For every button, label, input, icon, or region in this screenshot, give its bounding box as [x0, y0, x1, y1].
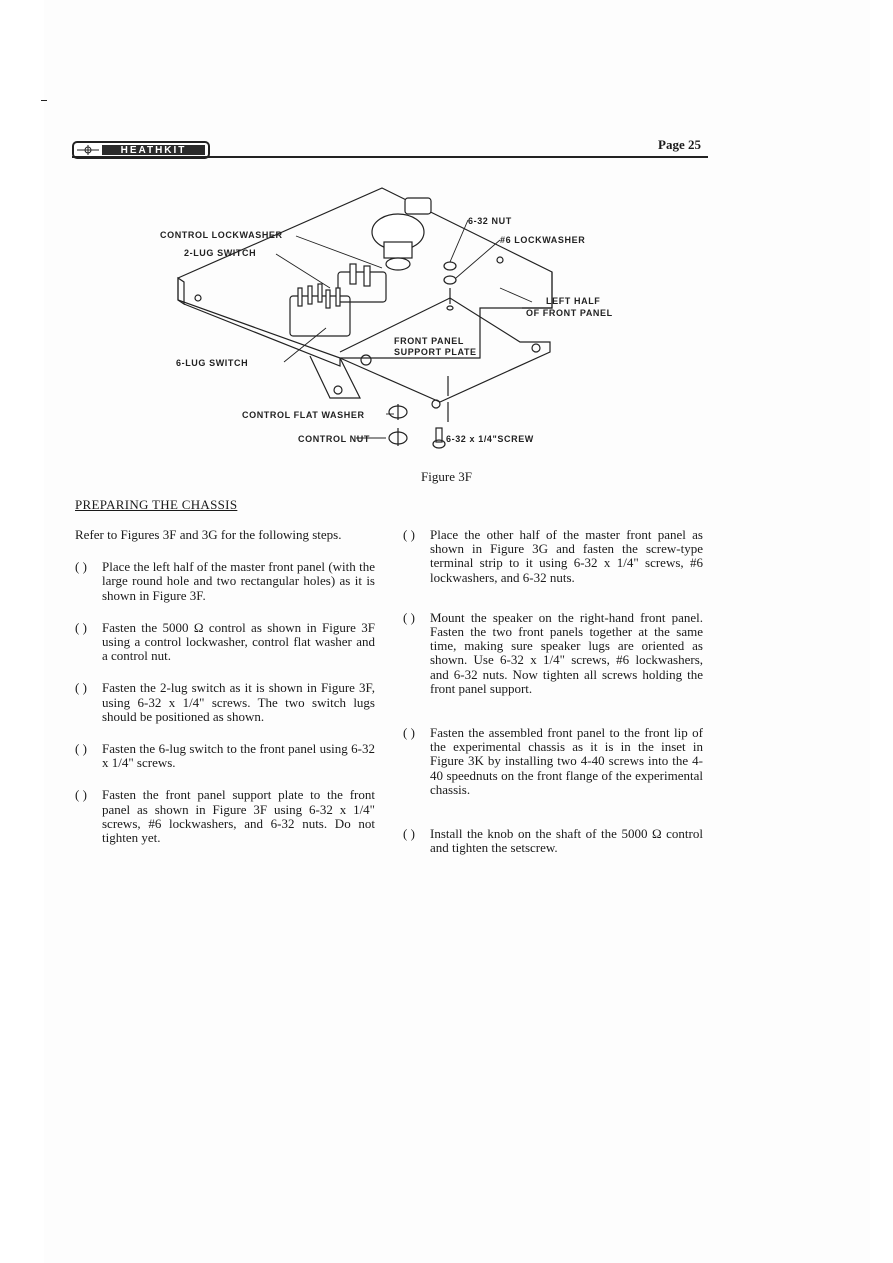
right-column: [403, 528, 703, 855]
page-number: Page 25: [658, 137, 701, 152]
checkbox[interactable]: ( ): [75, 741, 87, 757]
section-title: PREPARING THE CHASSIS: [75, 497, 238, 512]
left-column: [75, 528, 375, 845]
step-item: [75, 742, 375, 770]
checkbox[interactable]: ( ): [75, 619, 87, 635]
step-item: [75, 788, 375, 845]
step-item: [403, 528, 703, 585]
step-text: Fasten the 6-lug switch to the front panel using 6-32 x 1/4" screws.: [102, 741, 375, 771]
header-rule: [72, 156, 708, 158]
step-text: Fasten the 5000 Ω control as shown in Figure 3F using a control lockwasher, control flat washer and a control nut.: [102, 619, 375, 664]
label-of-front-panel: OF FRONT PANEL: [526, 308, 613, 318]
logo-wordmark: HEATHKIT: [102, 145, 205, 155]
label-6-lug-switch: 6-LUG SWITCH: [176, 358, 249, 368]
label-left-half: LEFT HALF: [546, 296, 601, 306]
checkbox[interactable]: ( ): [403, 609, 415, 625]
margin-mark: [41, 100, 47, 101]
step-item: [403, 611, 703, 696]
step-text: Fasten the 2-lug switch as it is shown in Figure 3F, using 6-32 x 1/4" screws. The two switch lugs should be positioned as shown.: [102, 680, 375, 724]
figure-caption: Figure 3F: [421, 469, 472, 484]
step-text: Fasten the assembled front panel to the front lip of the experimental chassis as it is in the inset in Figure 3K by installing two 4-40 screws into the 4-40 speednuts on the front flange of the experimental chassis.: [430, 725, 703, 797]
checkbox[interactable]: ( ): [403, 826, 415, 842]
checkbox[interactable]: ( ): [75, 787, 87, 803]
step-text: Install the knob on the shaft of the 5000 Ω control and tighten the setscrew.: [430, 826, 703, 856]
label-control-flat-washer: CONTROL FLAT WASHER: [242, 410, 365, 420]
label-front-panel: FRONT PANEL: [394, 336, 464, 346]
step-item: [75, 560, 375, 603]
step-item: [75, 621, 375, 664]
checkbox[interactable]: ( ): [75, 559, 87, 575]
logo-emblem-icon: [77, 145, 99, 155]
label-control-lockwasher: CONTROL LOCKWASHER: [160, 230, 283, 240]
step-item: [403, 827, 703, 855]
checkbox[interactable]: ( ): [403, 527, 415, 542]
label-control-nut: CONTROL NUT: [298, 434, 370, 444]
step-text: Place the left half of the master front panel (with the large round hole and two rectangular holes) as it is shown in Figure 3F.: [102, 559, 375, 603]
label-2-lug-switch: 2-LUG SWITCH: [184, 248, 257, 258]
step-item: [403, 726, 703, 797]
label-6-lockwasher: #6 LOCKWASHER: [500, 235, 586, 245]
step-item: [75, 681, 375, 724]
checkbox[interactable]: ( ): [75, 680, 87, 696]
step-text: Mount the speaker on the right-hand front panel. Fasten the two front panels together at the same time, making sure speaker lugs are oriented as shown. Use 6-32 x 1/4" screws, #6 lockwashers, and 6-32 nuts. Now tighten all screws holding the front panel support.: [430, 609, 703, 696]
figure-3f-diagram: [150, 180, 630, 460]
checkbox[interactable]: ( ): [403, 725, 415, 741]
label-screw: 6-32 x 1/4"SCREW: [446, 434, 534, 444]
step-text: Place the other half of the master front panel as shown in Figure 3G and fasten the screw-type terminal strip to it using 6-32 x 1/4" screws, #6 lockwashers, and 6-32 nuts.: [430, 527, 703, 585]
label-632-nut: 6-32 NUT: [468, 216, 512, 226]
step-text: Fasten the front panel support plate to the front panel as shown in Figure 3F using 6-32 x 1/4" screws, #6 lockwashers, and 6-32 nuts. Do not tighten yet.: [102, 787, 375, 846]
label-support-plate: SUPPORT PLATE: [394, 347, 477, 357]
intro-paragraph: Refer to Figures 3F and 3G for the following steps.: [75, 527, 342, 542]
